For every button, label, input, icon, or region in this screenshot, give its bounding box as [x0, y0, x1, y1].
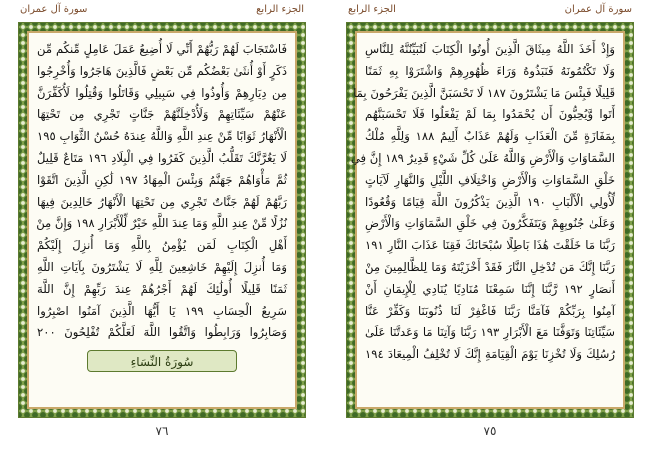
juz-label: الجزء الرابع — [256, 4, 304, 15]
text-line: وَعَلَىٰ جُنُوبِهِمْ وَيَتَفَكَّرُونَ فِي خَلْقِ السَّمَاوَاتِ وَالْأَرْضِ — [365, 216, 615, 231]
page-number: ٧٦ — [155, 424, 169, 438]
text-line: الْأَنْهَارُ ثَوَابًا مِّنْ عِندِ اللَّهِ وَاللَّهُ عِندَهُ حُسْنُ الثَّوَابِ ١٩٥ — [37, 129, 287, 144]
juz-label: الجزء الرابع — [348, 4, 396, 15]
text-line: وَلَا تَكْتُمُونَهُ فَنَبَذُوهُ وَرَاءَ ظُهُورِهِمْ وَاشْتَرَوْا بِهِ ثَمَنًا — [365, 63, 615, 78]
text-line: ثَمَنًا قَلِيلًا أُولَٰئِكَ لَهُمْ أَجْرُهُمْ عِندَ رَبِّهِمْ إِنَّ اللَّهَ — [37, 281, 287, 296]
text-line: رُسُلِكَ وَلَا تُخْزِنَا يَوْمَ الْقِيَامَةِ إِنَّكَ لَا تُخْلِفُ الْمِيعَادَ ١٩٤ — [365, 347, 615, 362]
text-line: بِمَفَازَةٍ مِّنَ الْعَذَابِ وَلَهُمْ عَذَابٌ أَلِيمٌ ١٨٨ وَلِلَّهِ مُلْكُ — [365, 129, 616, 144]
right-page-header — [348, 4, 632, 20]
next-surah-banner: سُورَةُ النِّسَاءِ — [87, 350, 237, 372]
surah-label: سورة آل عمران — [564, 4, 632, 15]
text-line: رَبَّهُمْ لَهُمْ جَنَّاتٌ تَجْرِي مِن تَحْتِهَا الْأَنْهَارُ خَالِدِينَ فِيهَا — [37, 194, 287, 209]
text-line: سَيِّئَاتِنَا وَتَوَفَّنَا مَعَ الْأَبْرَارِ ١٩٣ رَبَّنَا وَآتِنَا مَا وَعَدتَّنَا عَلَىٰ — [365, 325, 615, 340]
text-line: فَاسْتَجَابَ لَهُمْ رَبُّهُمْ أَنِّي لَا أُضِيعُ عَمَلَ عَامِلٍ مِّنكُم مِّن — [37, 42, 287, 56]
text-line: أَتَوا وَّيُحِبُّونَ أَن يُحْمَدُوا بِمَا لَمْ يَفْعَلُوا فَلَا تَحْسَبَنَّهُم — [365, 107, 615, 122]
text-line: وَإِذْ أَخَذَ اللَّهُ مِيثَاقَ الَّذِينَ أُوتُوا الْكِتَابَ لَتُبَيِّنُنَّهُ لِلنَّاسِ — [365, 42, 615, 56]
left-page — [12, 0, 312, 454]
text-line: ثُمَّ مَأْوَاهُمْ جَهَنَّمُ وَبِئْسَ الْمِهَادُ ١٩٧ لَٰكِنِ الَّذِينَ اتَّقَوْا — [37, 172, 287, 187]
quran-text — [37, 39, 287, 401]
text-line: أَهْلِ الْكِتَابِ لَمَن يُؤْمِنُ بِاللَّهِ وَمَا أُنزِلَ إِلَيْكُمْ — [37, 238, 287, 253]
text-line: وَمَا أُنزِلَ إِلَيْهِمْ خَاشِعِينَ لِلَّهِ لَا يَشْتَرُونَ بِآيَاتِ اللَّهِ — [37, 259, 287, 274]
page-number: ٧٥ — [483, 424, 497, 438]
text-line: أَنصَارٍ ١٩٢ رَّبَّنَا إِنَّنَا سَمِعْنَا مُنَادِيًا يُنَادِي لِلْإِيمَانِ أَنْ — [365, 281, 615, 296]
text-line: رَبَّنَا إِنَّكَ مَن تُدْخِلِ النَّارَ فَقَدْ أَخْزَيْتَهُ وَمَا لِلظَّالِمِينَ مِنْ — [365, 259, 615, 274]
text-line: رَبَّنَا مَا خَلَقْتَ هَٰذَا بَاطِلًا سُبْحَانَكَ فَقِنَا عَذَابَ النَّارِ ١٩١ — [365, 238, 615, 253]
right-page — [340, 0, 640, 454]
quran-text — [350, 39, 616, 401]
text-line: مِن دِيَارِهِمْ وَأُوذُوا فِي سَبِيلِي وَقَاتَلُوا وَقُتِلُوا لَأُكَفِّرَنَّ — [37, 85, 287, 100]
text-line: قَلِيلًا فَبِئْسَ مَا يَشْتَرُونَ ١٨٧ لَا تَحْسَبَنَّ الَّذِينَ يَفْرَحُونَ بِمَا — [353, 85, 615, 100]
text-line: عَنْهُمْ سَيِّئَاتِهِمْ وَلَأُدْخِلَنَّهُمْ جَنَّاتٍ تَجْرِي مِن تَحْتِهَا — [37, 107, 287, 122]
ornamental-frame — [346, 22, 634, 418]
ornamental-frame — [18, 22, 306, 418]
text-line: خَلْقِ السَّمَاوَاتِ وَالْأَرْضِ وَاخْتِلَافِ اللَّيْلِ وَالنَّهَارِ لَآيَاتٍ — [365, 172, 615, 187]
text-line: السَّمَاوَاتِ وَالْأَرْضِ وَاللَّهُ عَلَىٰ كُلِّ شَيْءٍ قَدِيرٌ ١٨٩ إِنَّ فِي — [350, 150, 615, 165]
text-line: نُزُلًا مِّنْ عِندِ اللَّهِ وَمَا عِندَ اللَّهِ خَيْرٌ لِّلْأَبْرَارِ ١٩٨ وَإِنَّ مِنْ — [36, 216, 287, 231]
text-panel — [350, 31, 625, 409]
left-page-header — [20, 4, 304, 20]
text-line: لَا يَغُرَّنَّكَ تَقَلُّبُ الَّذِينَ كَفَرُوا فِي الْبِلَادِ ١٩٦ مَتَاعٌ قَلِيلٌ — [37, 150, 287, 165]
text-line: لِّأُولِي الْأَلْبَابِ ١٩٠ الَّذِينَ يَذْكُرُونَ اللَّهَ قِيَامًا وَقُعُودًا — [365, 194, 615, 209]
text-line: ذَكَرٍ أَوْ أُنثَىٰ بَعْضُكُم مِّن بَعْضٍ فَالَّذِينَ هَاجَرُوا وَأُخْرِجُوا — [37, 63, 287, 78]
surah-label: سورة آل عمران — [20, 4, 88, 15]
text-line: وَصَابِرُوا وَرَابِطُوا وَاتَّقُوا اللَّهَ لَعَلَّكُمْ تُفْلِحُونَ ٢٠٠ — [37, 325, 287, 340]
text-line: سَرِيعُ الْحِسَابِ ١٩٩ يَا أَيُّهَا الَّذِينَ آمَنُوا اصْبِرُوا — [37, 303, 287, 318]
text-panel — [27, 31, 297, 409]
text-line: آمِنُوا بِرَبِّكُمْ فَآمَنَّا رَبَّنَا فَاغْفِرْ لَنَا ذُنُوبَنَا وَكَفِّرْ عَنَّا — [365, 303, 615, 318]
